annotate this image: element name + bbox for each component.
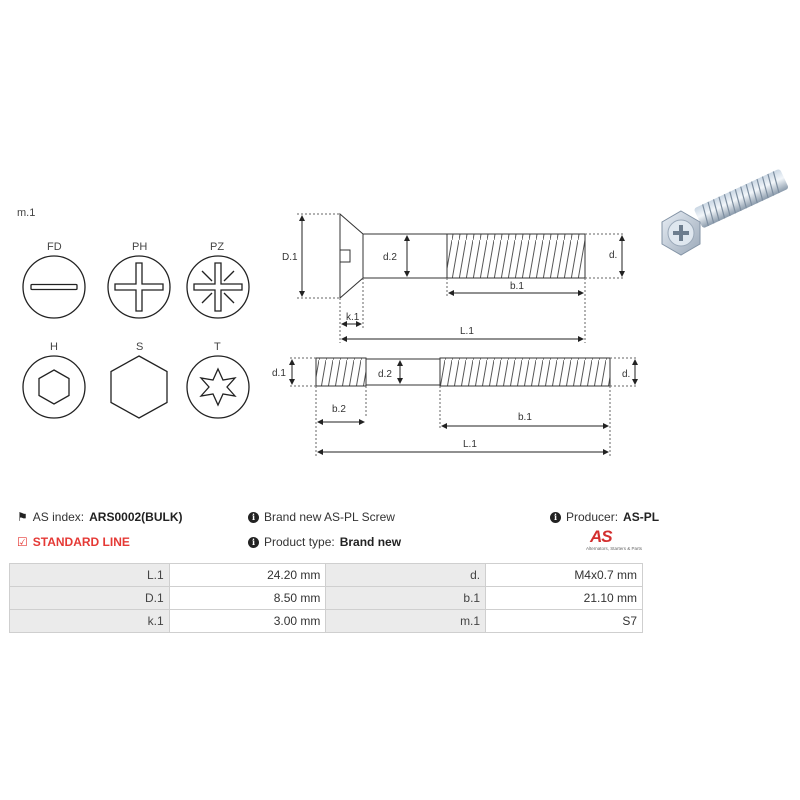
- as-index-value: ARS0002(BULK): [89, 510, 183, 524]
- hex-socket-head-icon: [23, 356, 85, 418]
- spec-value: 21.10 mm: [486, 587, 643, 610]
- dim-label-d-bottom: d.: [622, 369, 631, 380]
- head-label-h: H: [50, 341, 58, 353]
- standard-line-label: STANDARD LINE: [32, 535, 130, 549]
- head-label-pz: PZ: [210, 241, 225, 253]
- spec-key: D.1: [10, 587, 170, 610]
- dim-label-L1: L.1: [460, 326, 474, 337]
- countersunk-screw-view: [340, 214, 585, 298]
- as-pl-logo: [586, 528, 650, 556]
- spec-key: d.: [326, 564, 486, 587]
- dim-label-d2-bottom: d.2: [378, 369, 392, 380]
- dim-label-b1-bottom: b.1: [518, 412, 532, 423]
- producer-label: Producer:: [566, 510, 619, 524]
- spec-value: 8.50 mm: [169, 587, 326, 610]
- slotted-head-icon: [23, 256, 85, 318]
- tags-icon: ⚑: [17, 510, 28, 524]
- dim-label-D1: D.1: [282, 252, 298, 263]
- spec-key: k.1: [10, 610, 170, 633]
- dim-label-L1-bottom: L.1: [463, 439, 477, 450]
- product-type: [248, 535, 401, 549]
- stud-screw-view: [316, 358, 610, 386]
- as-index: [17, 510, 183, 524]
- producer: [550, 510, 659, 524]
- phillips-head-icon: [108, 256, 170, 318]
- standard-line: [17, 535, 130, 549]
- info-icon: i: [248, 537, 259, 548]
- producer-value: AS-PL: [623, 510, 660, 524]
- checkbox-checked-icon: ☑: [17, 535, 28, 549]
- description: [248, 510, 395, 524]
- spec-value: M4x0.7 mm: [486, 564, 643, 587]
- product-type-label: Product type:: [264, 535, 335, 549]
- specs-table: [9, 563, 643, 633]
- head-label-ph: PH: [132, 241, 148, 253]
- dim-label-d2: d.2: [383, 252, 397, 263]
- spec-key: L.1: [10, 564, 170, 587]
- spec-value: 24.20 mm: [169, 564, 326, 587]
- head-label-t: T: [214, 341, 221, 353]
- dim-label-d: d.: [609, 250, 618, 261]
- head-types-panel: [0, 0, 260, 440]
- head-label-s: S: [136, 341, 144, 353]
- dim-label-d1: d.1: [272, 368, 286, 379]
- product-type-value: Brand new: [339, 535, 402, 549]
- info-icon: i: [248, 512, 259, 523]
- m1-label: m.1: [17, 207, 36, 219]
- head-label-fd: FD: [47, 241, 62, 253]
- spec-key: m.1: [326, 610, 486, 633]
- spec-value: S7: [486, 610, 643, 633]
- product-photo: [655, 150, 795, 260]
- as-index-label: AS index:: [32, 510, 85, 524]
- logo-tagline: Alternators, Starters & Parts: [586, 546, 643, 551]
- table-row: [10, 564, 643, 587]
- dim-label-k1: k.1: [346, 312, 360, 323]
- dim-label-b2: b.2: [332, 404, 346, 415]
- description-text: Brand new AS-PL Screw: [264, 510, 395, 524]
- screw-head: [662, 211, 700, 255]
- info-icon: i: [550, 512, 561, 523]
- screw-dimension-drawing: [270, 200, 640, 470]
- hexagon-head-icon: [111, 356, 167, 418]
- logo-mark: AS: [590, 527, 612, 546]
- table-row: [10, 610, 643, 633]
- table-row: [10, 587, 643, 610]
- dim-label-b1: b.1: [510, 281, 524, 292]
- spec-value: 3.00 mm: [169, 610, 326, 633]
- pozidriv-head-icon: [187, 256, 249, 318]
- torx-head-icon: [187, 356, 249, 418]
- spec-key: b.1: [326, 587, 486, 610]
